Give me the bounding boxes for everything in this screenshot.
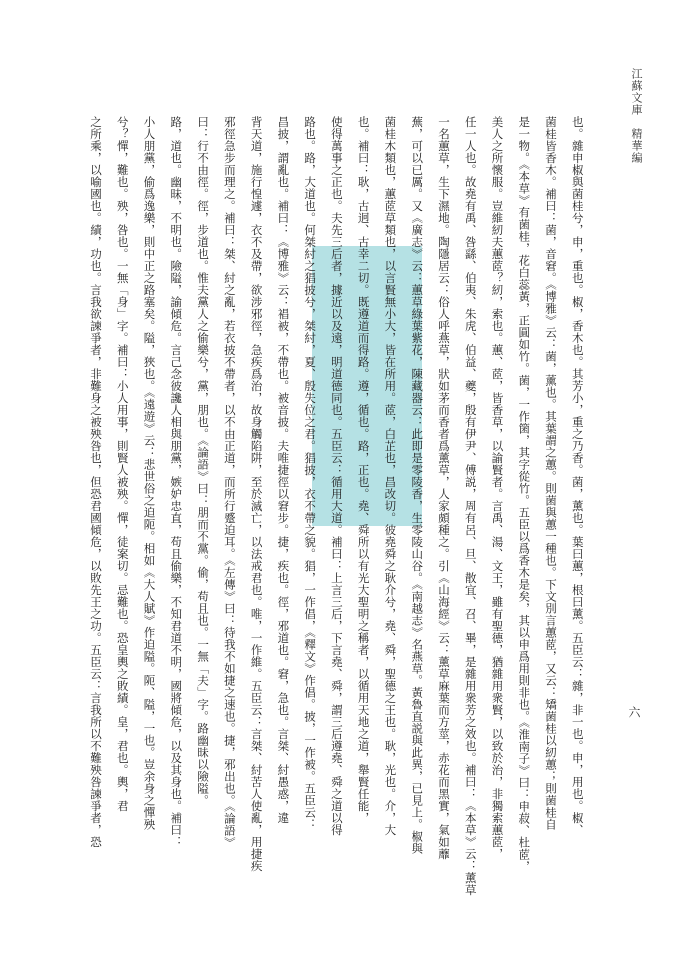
text-column: 兮？憚，難也。殃，咎也。一無「身」字。補曰：小人用事，則賢人被殃。憚，徒案切。忌難也。恐皇輿之敗績。皇，君也。輿，君: [115, 116, 130, 812]
vertical-text-body: [86, 116, 586, 896]
text-column: 也。補曰：耿，古迥、古幸二切。既遵道而得路。遵，循也。路，正也。堯、舜所以有光大聖明之稱者，以循用天地之道，舉賢任能，: [356, 116, 371, 824]
text-column: 也。雜申椒與菌桂兮，申，重也。椒，香木也。其芳小，重之乃香。菌，薰也。葉曰蕙，根曰薰。五臣云：雜，非一也。申，用也。椒、: [570, 116, 585, 836]
text-column: 菌桂皆香木。補曰：菌，音窘。《博雅》云：菌，薰也。其葉謂之蕙。則菌與蕙一種也。下文別言蕙茝，又云：矯菌桂以紉蕙；則菌桂自: [544, 116, 559, 831]
text-column: 菌桂木類也，蕙茝草類也，以言賢無小大，皆在所用。茝，白芷也，昌改切。彼堯舜之耿介兮，堯、舜，聖德之王也。耿，光也。介，大: [383, 116, 398, 836]
text-column: 路也。路，大道也。何桀紂之猖披兮，桀紂，夏、殷失位之君。猖披，衣不帶之貌。猖，一作倡，《釋文》作倡。披，一作被。五臣云：: [303, 116, 318, 831]
text-column: 昌披，謂亂也。補曰：《博雅》云：裮被，不帶也。被音披。夫唯捷徑以窘步。捷，疾也。徑，邪道也。窘，急也。言桀、紂愚惑，違: [276, 116, 291, 824]
text-column: 蕪，可以已厲。又《廣志》云：蕙草綠葉紫花，陳藏器云：此即是零陵香，生零陵山谷。《南越志》名燕草。黃魯直説與此異，已見上。椒與: [410, 116, 425, 855]
text-column: 路，道也。幽昧，不明也。險隘，諭傾危。言己念彼讒人相與朋黨，嫉妒忠直，苟且偷樂，不知君道不明，國將傾危，以及其身也。補曰：: [169, 116, 184, 848]
text-column: 一名蕙草，生下濕地。陶隱居云：俗人呼燕草，狀如茅而香者爲薰草，人家頗種之。引《山海經》云：薰草麻葉而方莖，赤花而黑實，氣如蘼: [436, 116, 451, 860]
running-header: 江蘇文庫 精華編: [630, 68, 643, 164]
text-column: 邪徑急步而理之。補曰：桀、紂之亂，若衣披不帶者，以不由正道，而所行蹙迫耳。《左傳》曰：待我不如捷之速也。捷，邪出也。《論語》: [222, 116, 237, 849]
page-number: 六: [627, 706, 641, 718]
text-column: 美人之所懷服。豈維紉夫蕙茝？紉，索也。蕙、茝，皆香草，以諭賢者。言禹、湯、文王，雖有聖德，猶雜用衆賢，以致於治，非獨索蕙茝，: [490, 116, 505, 860]
text-column: 小人朋黨，偷爲逸樂，則中正之路塞矣。隘，狹也。《遠遊》云：悲世俗之迫阨。相如《大人賦》作迫隘。阨、隘，一也。豈余身之憚殃: [142, 116, 157, 831]
text-column: 背天道，施行惶遽，衣不及帶，欲涉邪徑，急疾爲治，故身觸陷阱，至於滅亡，以法戒君也。唯，一作維。五臣云：言桀、紂苦人使亂，用捷疾: [249, 116, 264, 872]
text-column: 曰：行不由徑。徑，步道也。惟夫黨人之偷樂兮，黨，朋也。《論語》曰：朋而不黨。偷，苟且也。一無「夫」字。路幽昧以險隘。: [196, 116, 211, 807]
text-column: 是一物。《本草》有菌桂，花白蕊黃，正圓如竹。菌，一作箘，其字從竹。五臣以爲香木是矣，其以申爲用則非也。《淮南子》曰：申菽、杜茝，: [517, 116, 532, 873]
text-column: 之所乘，以喻國也。績，功也。言我欲諫爭者，非難身之被殃咎也，但恐君國傾危，以敗先王之功。五臣云：言我所以不難殃咎諫爭者，恐: [89, 116, 103, 848]
text-column: 任一人也。故堯有禹、咎繇、伯夷、朱虎、伯益、夔，殷有伊尹、傅説，周有呂、旦、散宜、召、畢，是雜用衆芳之效也。補曰：《本草》云：薰草: [463, 116, 478, 896]
text-column: 使得萬事之正也。夫先三后者，據近以及遠，明道德同也。五臣云：循用大道。補曰：上言三后，下言堯、舜，謂三后遵堯、舜之道以得: [329, 116, 344, 836]
